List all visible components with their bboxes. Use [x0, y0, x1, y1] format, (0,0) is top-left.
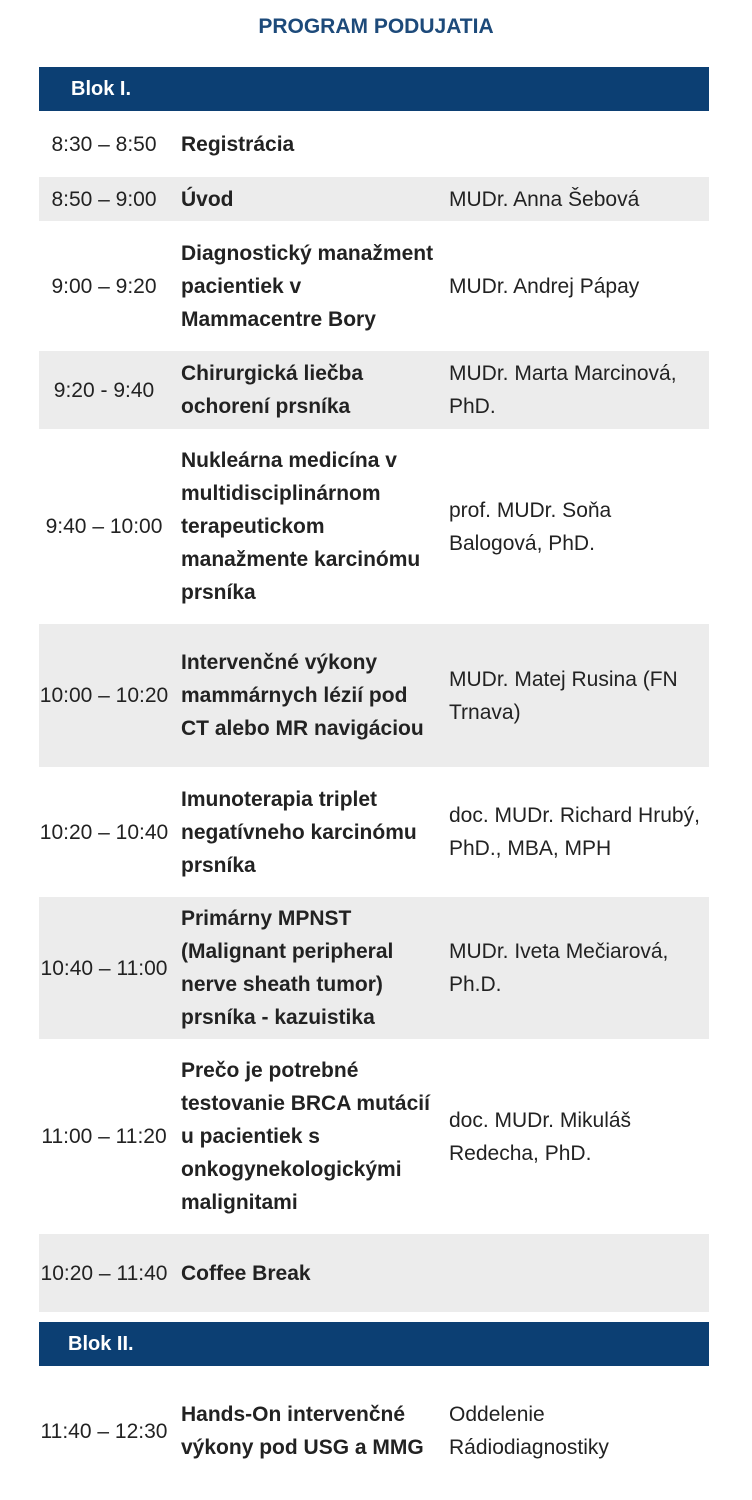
block-label: Blok I.	[71, 77, 132, 100]
schedule-row	[39, 1234, 709, 1312]
schedule-row	[39, 177, 709, 221]
row-title: Úvod	[181, 187, 234, 211]
row-speaker: MUDr. Marta Marcinová, PhD.	[449, 362, 677, 418]
page-title: PROGRAM PODUJATIA	[258, 15, 494, 38]
row-time: 10:20 – 11:40	[40, 1261, 168, 1285]
schedule-table	[39, 67, 709, 1496]
row-time: 9:20 - 9:40	[53, 378, 155, 402]
row-speaker: MUDr. Andrej Pápay	[449, 274, 640, 298]
block-label: Blok II.	[68, 1332, 134, 1355]
block-header	[39, 1322, 709, 1366]
row-time: 11:00 – 11:20	[41, 1125, 167, 1148]
row-speaker: doc. MUDr. Richard Hrubý, PhD., MBA, MPH	[449, 804, 700, 860]
row-speaker: prof. MUDr. Soňa Balogová, PhD.	[449, 498, 612, 555]
row-title: Nukleárna medicína v multidisciplinárnom terapeutickom manažmente karcinómu prsníka	[181, 449, 421, 604]
row-speaker: Oddelenie Rádiodiagnostiky	[449, 1403, 609, 1459]
schedule-row	[39, 767, 709, 897]
block-header	[39, 67, 709, 111]
row-title: Coffee Break	[181, 1261, 311, 1285]
row-time: 11:40 – 12:30	[40, 1419, 168, 1443]
schedule-row	[39, 351, 709, 429]
row-title: Primárny MPNST (Malignant peripheral nerve sheath tumor) prsníka - kazuistika	[181, 907, 394, 1029]
schedule-row	[39, 1039, 709, 1234]
row-speaker: doc. MUDr. Mikuláš Redecha, PhD.	[449, 1108, 632, 1165]
row-speaker: MUDr. Matej Rusina (FN Trnava)	[449, 667, 678, 724]
row-time: 9:40 – 10:00	[45, 515, 163, 538]
row-title: Prečo je potrebné testovanie BRCA mutácií u pacientiek s onkogynekologickými malignitami	[181, 1059, 430, 1214]
schedule-row	[39, 624, 709, 767]
row-title: Registrácia	[181, 132, 295, 156]
row-title: Hands-On intervenčné výkony pod USG a MMG	[181, 1403, 424, 1459]
row-speaker: MUDr. Iveta Mečiarová, Ph.D.	[449, 940, 669, 996]
schedule-row	[39, 1366, 709, 1496]
row-time: 10:40 – 11:00	[40, 956, 168, 980]
row-title: Chirurgická liečba ochorení prsníka	[181, 362, 364, 418]
row-time: 8:50 – 9:00	[51, 187, 157, 211]
row-title: Diagnostický manažment pacientiek v Mammacentre Bory	[181, 241, 434, 331]
schedule-row	[39, 111, 709, 177]
schedule-row	[39, 897, 709, 1039]
schedule-row	[39, 221, 709, 351]
row-title: Intervenčné výkony mammárnych lézií pod CT alebo MR navigáciou	[181, 651, 424, 740]
row-time: 8:30 – 8:50	[51, 132, 157, 156]
row-title: Imunoterapia triplet negatívneho karcinómu prsníka	[181, 787, 417, 877]
row-speaker: MUDr. Anna Šebová	[449, 187, 640, 211]
row-time: 9:00 – 9:20	[51, 274, 157, 298]
schedule-row	[39, 429, 709, 624]
row-time: 10:20 – 10:40	[39, 820, 169, 844]
row-time: 10:00 – 10:20	[39, 684, 169, 707]
